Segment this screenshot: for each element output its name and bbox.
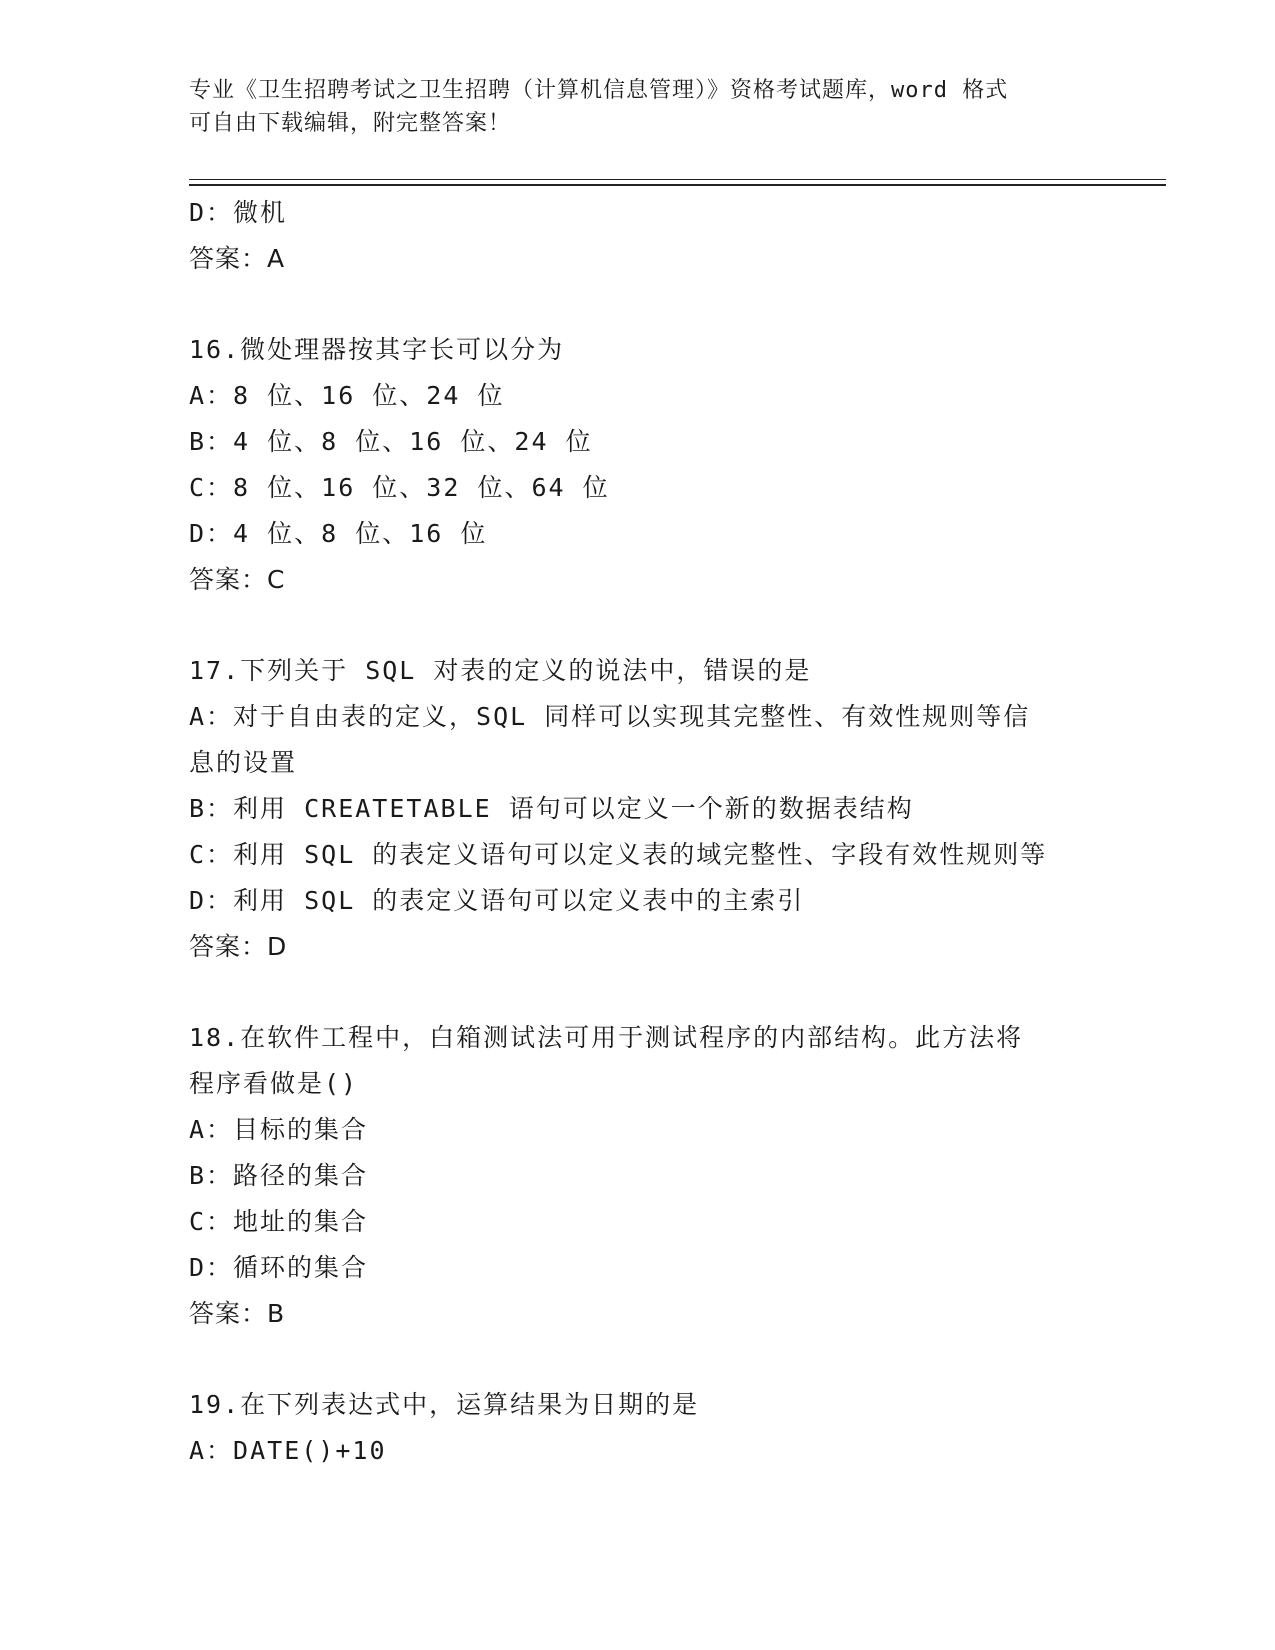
option-b: B：4 位、8 位、16 位、24 位 [189,427,593,456]
option-d: D：利用 SQL 的表定义语句可以定义表中的主索引 [189,886,805,915]
option-d-previous: D：微机 [189,198,288,227]
question-stem: 16.微处理器按其字长可以分为 [189,335,565,364]
question-17 [189,648,1089,970]
answer: 答案：D [189,932,288,961]
option-c: C：利用 SQL 的表定义语句可以定义表的域完整性、字段有效性规则等 [189,840,1048,869]
option-b: B：利用 CREATETABLE 语句可以定义一个新的数据表结构 [189,794,914,823]
document-header [189,74,1089,140]
option-c: C：8 位、16 位、32 位、64 位 [189,473,610,502]
question-19 [189,1382,1089,1474]
question-stem: 17.下列关于 SQL 对表的定义的说法中，错误的是 [189,656,812,685]
option-d: D：4 位、8 位、16 位 [189,519,488,548]
header-divider-thin [189,179,1166,180]
header-line-1: 专业《卫生招聘考试之卫生招聘（计算机信息管理）》资格考试题库，word 格式 [189,78,1009,103]
question-stem: 18.在软件工程中，白箱测试法可用于测试程序的内部结构。此方法将程序看做是() [189,1023,1024,1098]
option-d: D：循环的集合 [189,1253,369,1282]
header-divider-thick [189,184,1166,186]
option-a: A：8 位、16 位、24 位 [189,381,505,410]
option-b: B：路径的集合 [189,1161,369,1190]
option-a: A：对于自由表的定义，SQL 同样可以实现其完整性、有效性规则等信息的设置 [189,702,1031,777]
answer: 答案：C [189,565,286,594]
answer: 答案：B [189,1299,286,1328]
header-line-2: 可自由下载编辑，附完整答案！ [189,111,512,136]
question-16 [189,327,1089,603]
question-content [189,190,1089,1474]
question-18 [189,1015,1089,1337]
option-a: A：目标的集合 [189,1115,369,1144]
option-c: C：地址的集合 [189,1207,369,1236]
question-stem: 19.在下列表达式中，运算结果为日期的是 [189,1390,700,1419]
option-a: A：DATE()+10 [189,1436,387,1465]
answer-previous: 答案：A [189,244,286,273]
